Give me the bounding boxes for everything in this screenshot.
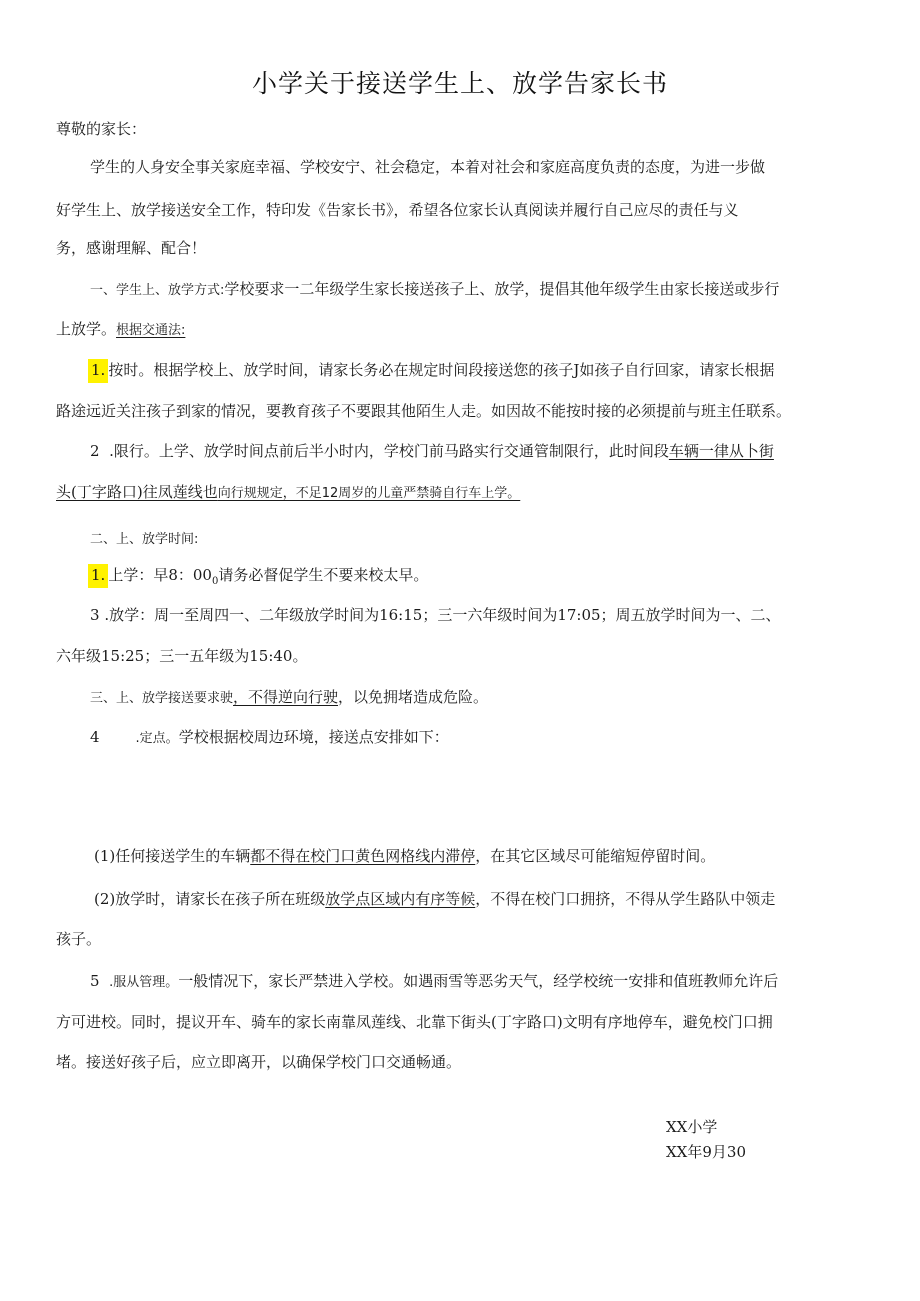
item-2-line-1 (90, 440, 774, 462)
time-3-text: .放学：周一至周四一、二年级放学时间为16:15；三一六年级时间为17:05；周五放学时间为一、二、 (104, 606, 781, 624)
item-5-number: 5 (90, 972, 100, 990)
section-1-text-2: 上放学。 (56, 320, 117, 338)
section-3-underlined: ，不得逆向行驶 (233, 688, 339, 706)
item-5-text: 一般情况下，家长严禁进入学校。如遇雨雪等恶劣天气，经学校统一安排和值班教师允许后 (178, 972, 779, 990)
point-2-line-2: 孩子。 (56, 930, 102, 948)
item-4-number: 4 (90, 728, 100, 746)
section-1-line-1 (90, 278, 779, 302)
item-2-line-2 (56, 481, 520, 505)
section-1-line-2 (56, 318, 185, 342)
signature-date: XX年9月30 (666, 1143, 746, 1161)
point-1-text: (1)任何接送学生的车辆 (94, 847, 251, 865)
point-1-underlined: 都不得在校门口黄色网格线内滞停 (250, 847, 476, 865)
item-5-line-2: 方可进校。同时，提议开车、骑车的家长南靠凤莲线、北靠下街头(丁字路口)文明有序地停车，避免校门口拥 (56, 1013, 773, 1031)
time-1-number: 1. (88, 564, 108, 588)
item-5-label: .服从管理。 (109, 975, 179, 990)
greeting: 尊敬的家长： (56, 120, 147, 138)
intro-line-1: 学生的人身安全事关家庭幸福、学校安宁、社会稳定，本着对社会和家庭高度负责的态度，为进一步做 (90, 158, 766, 176)
item-4-text: 学校根据校周边环境，接送点安排如下： (178, 728, 449, 746)
time-3-line-2: 六年级15:25；三一五年级为15:40。 (56, 647, 308, 665)
item-1-line-2: 路途远近关注孩子到家的情况，要教育孩子不要跟其他陌生人走。如因故不能按时接的必须提前与班主任联系。 (56, 402, 792, 420)
item-2-rule: 向行规规定，不足12周岁的儿童严禁骑自行车上学。 (217, 486, 521, 501)
point-1-line (94, 845, 715, 867)
traffic-law-note: 根据交通法: (116, 323, 186, 338)
section-3-heading: 三、上、放学接送要求驶 (90, 691, 234, 706)
signature-school: XX小学 (666, 1118, 718, 1136)
time-1-line (88, 564, 428, 593)
item-2-text: .限行。上学、放学时间点前后半小时内，学校门前马路实行交通管制限行，此时间段 (109, 442, 669, 460)
document-title: 小学关于接送学生上、放学告家长书 (251, 69, 668, 98)
section-1-heading: 一、学生上、放学方式: (90, 283, 225, 298)
item-2-number: 2 (90, 442, 100, 460)
time-3-line-1 (90, 604, 781, 626)
item-4-line (90, 726, 449, 750)
item-2-text-2: 头(丁字路口)往凤莲线也 (56, 483, 218, 501)
section-2-heading-line (90, 527, 198, 551)
time-1-text: 上学：早8：00 (108, 566, 212, 584)
point-2-line-1 (94, 888, 775, 910)
section-3-text: ，以免拥堵造成危险。 (338, 688, 489, 706)
point-2-text: (2)放学时，请家长在孩子所在班级 (94, 890, 326, 908)
point-1-rest: ，在其它区域尽可能缩短停留时间。 (475, 847, 716, 865)
intro-line-3: 务，感谢理解、配合！ (56, 239, 207, 257)
section-3-line (90, 686, 488, 710)
item-1-line-1 (88, 359, 774, 381)
intro-line-2: 好学生上、放学接送安全工作，特印发《告家长书》，希望各位家长认真阅读并履行自己应尽的责任与义 (56, 201, 739, 219)
item-1-text: 按时。根据学校上、放学时间，请家长务必在规定时间段接送您的孩子J如孩子自行回家，请家长根据 (108, 361, 775, 379)
point-2-underlined: 放学点区域内有序等候 (325, 890, 476, 908)
item-1-number: 1. (88, 359, 108, 383)
item-4-label: .定点。 (135, 731, 179, 746)
time-1-sub: 0 (211, 576, 219, 587)
item-5-line-1 (90, 970, 778, 994)
time-3-number: 3 (90, 606, 100, 624)
section-2-heading: 二、上、放学时间: (90, 532, 199, 547)
point-2-rest: ，不得在校门口拥挤，不得从学生路队中领走 (475, 890, 776, 908)
time-1-rest: 请务必督促学生不要来校太早。 (218, 566, 429, 584)
item-2-underlined: 车辆一律从卜街 (668, 442, 774, 460)
section-1-text: 学校要求一二年级学生家长接送孩子上、放学，提倡其他年级学生由家长接送或步行 (224, 280, 780, 298)
item-5-line-3: 堵。接送好孩子后，应立即离开，以确保学校门口交通畅通。 (56, 1053, 462, 1071)
